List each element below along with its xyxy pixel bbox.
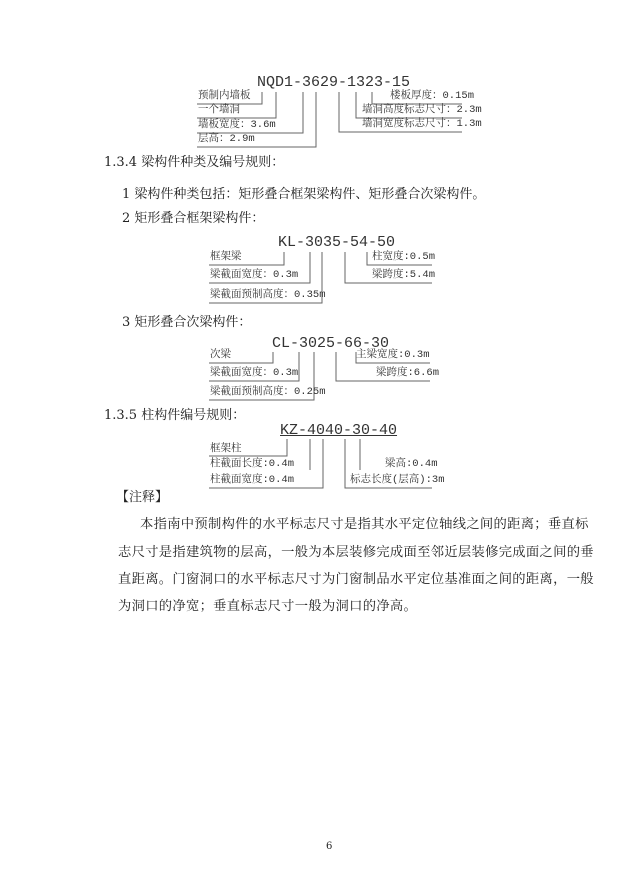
diagram1-code: NQD1-3629-1323-15 [257,74,411,91]
page-number: 6 [326,841,333,852]
diagram2-label: 梁截面宽度：0.3m [210,269,299,281]
section-heading-1-3-4: 1.3.4 梁构件种类及编号规则： [104,155,285,170]
diagram4-label: 柱截面宽度:0.4m [210,474,295,486]
list-item: 3 矩形叠合次梁构件： [122,315,252,330]
diagram3-label: 梁跨度:6.6m [376,367,440,379]
diagram4-label: 标志长度(层高):3m [350,474,445,486]
diagram1-label: 墙洞高度标志尺寸：2.3m [362,104,482,116]
diagram2-label: 梁截面预制高度：0.35m [210,289,326,301]
diagram1-label: 楼板厚度：0.15m [390,90,475,102]
diagram2-label: 框架梁 [210,251,242,263]
diagram3-label: 梁截面宽度：0.3m [210,367,299,379]
diagram4-code: KZ-4040-30-40 [280,422,398,439]
diagram3-label: 次梁 [210,349,231,361]
list-item: 2 矩形叠合框架梁构件： [122,211,265,226]
list-item: 1 梁构件种类包括：矩形叠合框架梁构件、矩形叠合次梁构件。 [122,187,486,202]
diagram1-label: 墙板宽度：3.6m [198,119,276,131]
diagram2-code: KL-3035-54-50 [278,234,396,251]
diagram3-label: 主梁宽度:0.3m [356,349,430,361]
diagram1-label: 一个墙洞 [198,104,240,116]
note-line: 本指南中预制构件的水平标志尺寸是指其水平定位轴线之间的距离；垂直标 [140,517,589,532]
diagram1-label: 层高：2.9m [198,133,255,145]
note-line: 为洞口的净宽；垂直标志尺寸一般为洞口的净高。 [118,599,418,614]
diagram3-code: CL-3025-66-30 [272,335,390,352]
diagram1-label: 墙洞宽度标志尺寸：1.3m [362,118,482,130]
diagram4-label: 柱截面长度:0.4m [210,458,295,470]
note-title: 【注释】 [116,490,169,505]
diagram4-label: 梁高:0.4m [385,458,438,470]
note-line: 直距离。门窗洞口的水平标志尺寸为门窗制品水平定位基准面之间的距离，一般 [118,572,594,587]
diagram2-label: 梁跨度:5.4m [372,269,436,281]
diagram2-label: 柱宽度:0.5m [372,251,436,263]
note-line: 志尺寸是指建筑物的层高，一般为本层装修完成面至邻近层装修完成面之间的垂 [118,545,594,560]
section-heading-1-3-5: 1.3.5 柱构件编号规则： [104,408,246,423]
diagram4-label: 框架柱 [210,443,242,455]
diagram1-label: 预制内墙板 [198,90,251,102]
diagram3-label: 梁截面预制高度：0.25m [210,386,326,398]
